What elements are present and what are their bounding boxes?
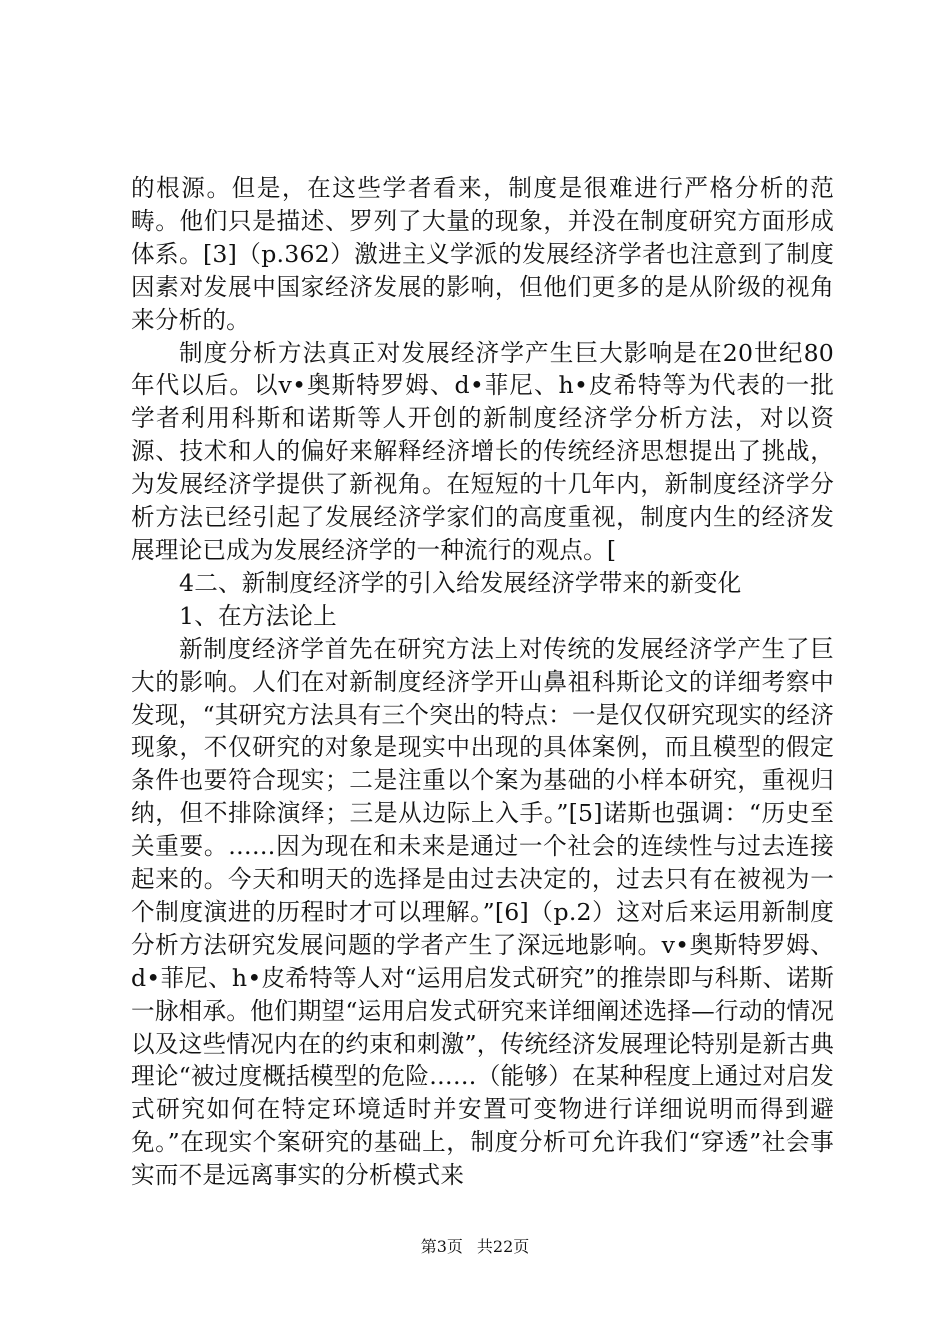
paragraph-3: 新制度经济学首先在研究方法上对传统的发展经济学产生了巨大的影响。人们在对新制度经济学开山鼻祖科斯论文的详细考察中发现，“其研究方法具有三个突出的特点：一是仅仅研究现实的经济现象，不仅研究的对象是现实中出现的具体案例，而且模型的假定条件也要符合现实；二是注重以个案为基础的小样本研究，重视归纳，但不排除演绎；三是从边际上入手。”[5]诺斯也强调：“历史至关重要。……因为现在和未来是通过一个社会的连续性与过去连接起来的。今天和明天的选择是由过去决定的，过去只有在被视为一个制度演进的历程时才可以理解。”[6]（p.2）这对后来运用新制度分析方法研究发展问题的学者产生了深远地影响。v•奥斯特罗姆、d•菲尼、h•皮希特等人对“运用启发式研究”的推崇即与科斯、诺斯一脉相承。他们期望“运用启发式研究来详细阐述选择—行动的情况以及这些情况内在的约束和刺激”，传统经济发展理论特别是新古典理论“被过度概括模型的危险……（能够）在某种程度上通过对启发式研究如何在特定环境适时并安置可变物进行详细说明而得到避免。”在现实个案研究的基础上，制度分析可允许我们“穿透”社会事实而不是远离事实的分析模式来 (131, 634, 834, 1190)
page-footer (0, 1236, 950, 1258)
page-number: 第3页 (420, 1237, 463, 1256)
subsection-heading: 1、在方法论上 (179, 601, 337, 630)
paragraph-1: 的根源。但是，在这些学者看来，制度是很难进行严格分析的范畴。他们只是描述、罗列了大量的现象，并没在制度研究方面形成体系。[3]（p.362）激进主义学派的发展经济学者也注意到了制度因素对发展中国家经济发展的影响，但他们更多的是从阶级的视角来分析的。 (131, 174, 834, 334)
page-total: 共22页 (476, 1237, 530, 1256)
paragraph-2: 制度分析方法真正对发展经济学产生巨大影响是在20世纪80年代以后。以v•奥斯特罗姆、d•菲尼、h•皮希特等为代表的一批学者利用科斯和诺斯等人开创的新制度经济学分析方法，对以资源、技术和人的偏好来解释经济增长的传统经济思想提出了挑战，为发展经济学提供了新视角。在短短的十几年内，新制度经济学分析方法已经引起了发展经济学家们的高度重视，制度内生的经济发展理论已成为发展经济学的一种流行的观点。[ (131, 338, 834, 564)
document-body (131, 172, 834, 1192)
section-heading: 4二、新制度经济学的引入给发展经济学带来的新变化 (179, 568, 742, 597)
